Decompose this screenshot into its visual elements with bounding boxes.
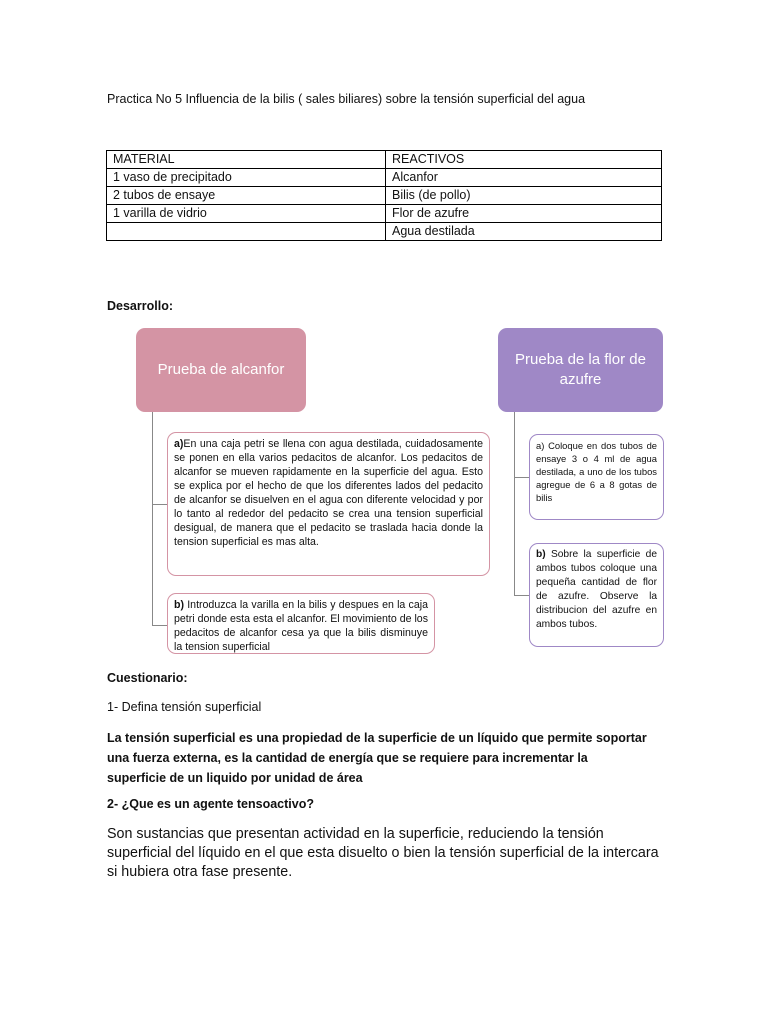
materials-table: [106, 150, 662, 241]
table-row: [107, 223, 662, 241]
table-row: [107, 169, 662, 187]
connector-line: [152, 504, 167, 505]
table-cell: [107, 223, 386, 241]
table-cell: 2 tubos de ensaye: [107, 187, 386, 205]
step-card-azufre-b: [529, 543, 664, 647]
connector-line: [152, 625, 167, 626]
question-2: 2- ¿Que es un agente tensoactivo?: [107, 797, 314, 811]
table-cell: 1 vaso de precipitado: [107, 169, 386, 187]
connector-line: [514, 477, 529, 478]
section-heading-cuestionario: Cuestionario:: [107, 671, 188, 685]
heading-prueba-flor-azufre: [498, 328, 663, 412]
section-heading-desarrollo: Desarrollo:: [107, 299, 173, 313]
step-text: Coloque en dos tubos de ensaye 3 o 4 ml de agua destilada, a uno de los tubos agregue de 6 a 8 gotas de bilis: [536, 440, 657, 503]
step-text: Sobre la superficie de ambos tubos coloque una pequeña cantidad de flor de azufre. Observe la distribucion del azufre en ambos tubos.: [536, 549, 657, 630]
step-text: En una caja petri se llena con agua destilada, cuidadosamente se ponen en ella varios pedacitos de alcanfor. Los pedacitos de alcanfor se mueven rapidamente en la superficie del agua. Esto se explica por el hecho de que los diferentes lados del pedacito de alcanfor se disuelven en el agua con diferente velocidad y por lo tanto al rededor del pedacito se crea una tension superficial desigual, de manera que el pedacito se traslada hacia donde la tension superficial es mas alta.: [174, 438, 483, 548]
step-card-alcanfor-b: [167, 593, 435, 654]
heading-label: Prueba de la flor de azufre: [515, 351, 646, 388]
table-row: [107, 205, 662, 223]
table-cell: Flor de azufre: [386, 205, 662, 223]
step-marker: b): [174, 599, 184, 611]
step-marker: a): [174, 438, 184, 450]
answer-1: La tensión superficial es una propiedad de la superficie de un líquido que permite soportar una fuerza externa, es la cantidad de energía que se requiere para incrementar la superficie de un liquido por unidad de área: [107, 731, 647, 785]
document-title: Practica No 5 Influencia de la bilis ( sales biliares) sobre la tensión superficial del agua: [107, 92, 586, 106]
answer-2: Son sustancias que presentan actividad en la superficie, reduciendo la tensión superficial del líquido en el que esta disuelto o bien la tensión superficial de la intercara si hubiera otra fase presente.: [107, 826, 659, 880]
table-cell: Bilis (de pollo): [386, 187, 662, 205]
connector-line: [514, 595, 529, 596]
step-text: Introduzca la varilla en la bilis y despues en la caja petri donde esta esta el alcanfor. El movimiento de los pedacitos de alcanfor cesa ya que la bilis disminuye la tension superficial: [174, 599, 428, 653]
step-marker: a): [536, 440, 545, 451]
heading-prueba-alcanfor: [136, 328, 306, 412]
table-header-row: [107, 151, 662, 169]
table-cell: Alcanfor: [386, 169, 662, 187]
step-card-alcanfor-a: [167, 432, 490, 576]
connector-line: [152, 412, 153, 626]
connector-line: [514, 412, 515, 596]
step-card-azufre-a: [529, 434, 664, 520]
table-cell: Agua destilada: [386, 223, 662, 241]
column-header-reactivos: REACTIVOS: [386, 151, 662, 169]
table-cell: 1 varilla de vidrio: [107, 205, 386, 223]
heading-label: Prueba de alcanfor: [157, 361, 285, 378]
step-marker: b): [536, 549, 546, 560]
column-header-material: MATERIAL: [107, 151, 386, 169]
table-row: [107, 187, 662, 205]
question-1: 1- Defina tensión superficial: [107, 700, 262, 714]
